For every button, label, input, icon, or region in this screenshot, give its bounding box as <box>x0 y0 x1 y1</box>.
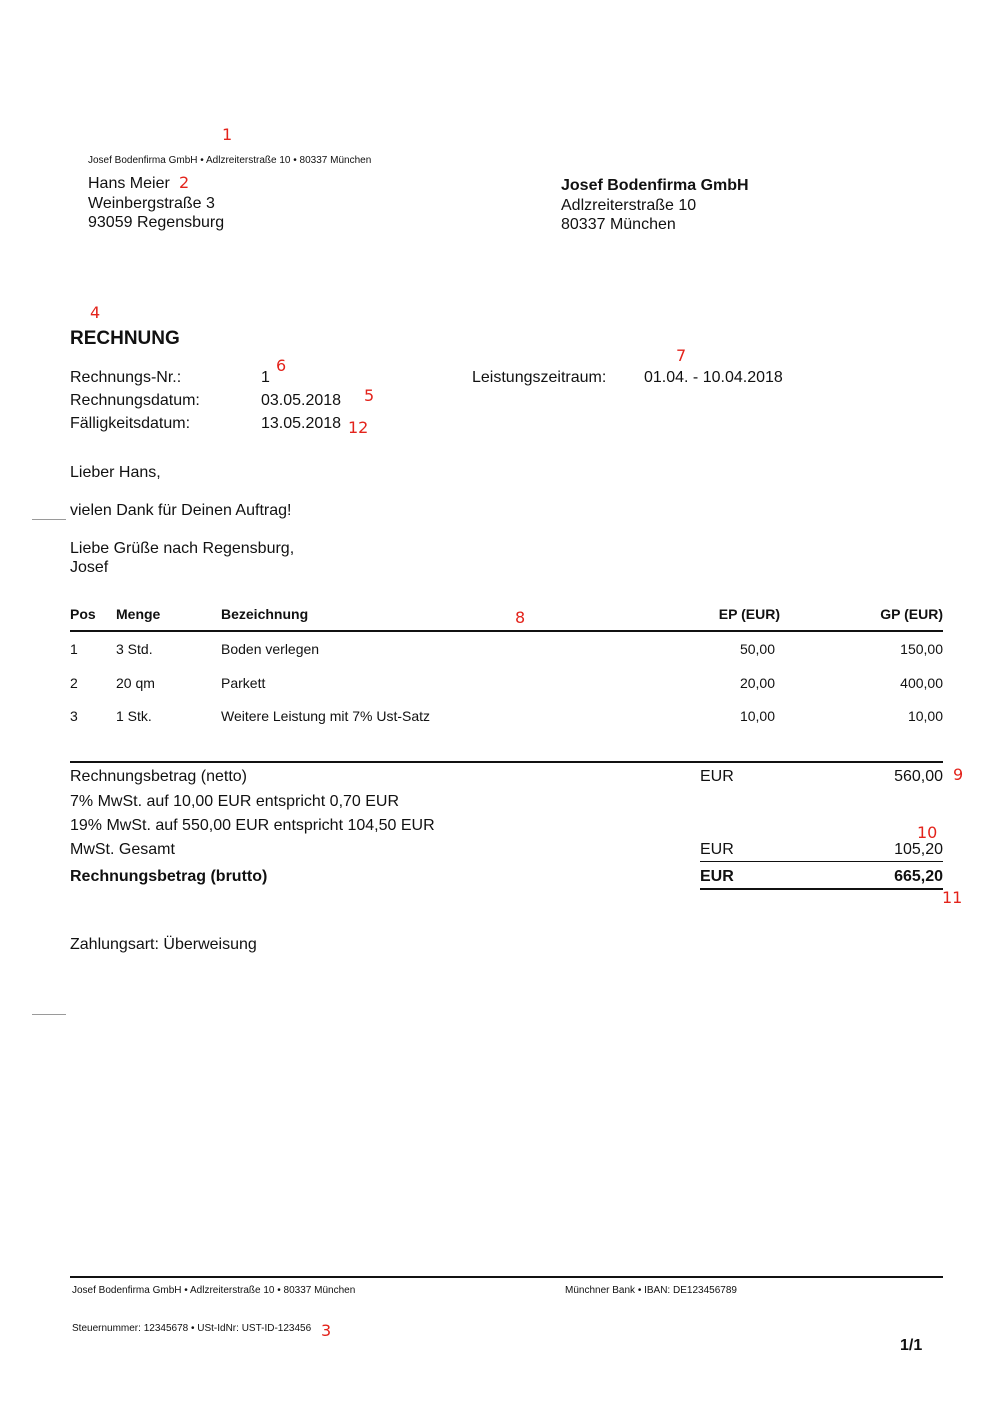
header-unit-price: EP (EUR) <box>718 606 780 622</box>
annotation-4: 4 <box>90 303 101 322</box>
header-total-price: GP (EUR) <box>880 606 943 622</box>
row-pos: 2 <box>70 675 78 691</box>
letter-closing: Liebe Grüße nach Regensburg, <box>70 540 295 557</box>
invoice-title: RECHNUNG <box>70 328 180 349</box>
fold-mark-top <box>32 519 66 520</box>
due-date-value: 13.05.2018 <box>261 415 342 432</box>
annotation-8: 8 <box>515 608 526 627</box>
net-currency: EUR <box>700 768 734 785</box>
row-pos: 3 <box>70 708 78 724</box>
row-unit-price: 20,00 <box>739 675 775 691</box>
due-date-label: Fälligkeitsdatum: <box>70 415 191 432</box>
recipient-city: 93059 Regensburg <box>88 214 225 231</box>
annotation-9: 9 <box>953 765 964 784</box>
company-address <box>561 176 749 235</box>
annotation-10: 10 <box>917 823 938 842</box>
letter-greeting: Lieber Hans, <box>70 464 161 481</box>
row-desc: Weitere Leistung mit 7% Ust-Satz <box>221 708 431 724</box>
annotation-1: 1 <box>222 125 233 144</box>
service-period-label: Leistungszeitraum: <box>472 369 607 386</box>
vat-total-value: 105,20 <box>894 841 943 858</box>
gross-currency: EUR <box>700 868 734 885</box>
row-qty: 3 Std. <box>116 641 153 657</box>
invoice-number-label: Rechnungs-Nr.: <box>70 369 182 386</box>
vat-total-currency: EUR <box>700 841 734 858</box>
sender-line: Josef Bodenfirma GmbH • Adlzreiterstraße 10 • 80337 München <box>88 155 372 166</box>
table-row <box>70 708 943 728</box>
table-row <box>70 641 943 661</box>
letter-body: vielen Dank für Deinen Auftrag! <box>70 502 292 519</box>
footer-tax-info: Steuernummer: 12345678 • USt-IdNr: UST-ID-123456 <box>72 1323 312 1334</box>
vat-total-rule <box>700 861 943 862</box>
row-pos: 1 <box>70 641 78 657</box>
annotation-5: 5 <box>364 386 375 405</box>
vat-total-label: MwSt. Gesamt <box>70 841 175 858</box>
fold-mark-bottom <box>32 1014 66 1015</box>
company-street: Adlzreiterstraße 10 <box>561 196 697 214</box>
payment-method: Zahlungsart: Überweisung <box>70 936 257 953</box>
invoice-date-value: 03.05.2018 <box>261 392 342 409</box>
header-pos: Pos <box>70 606 96 622</box>
header-desc: Bezeichnung <box>221 606 309 622</box>
company-name: Josef Bodenfirma GmbH <box>561 177 749 194</box>
vat7-text: 7% MwSt. auf 10,00 EUR entspricht 0,70 EUR <box>70 793 400 810</box>
footer-bank-info: Münchner Bank • IBAN: DE123456789 <box>565 1285 737 1296</box>
row-unit-price: 50,00 <box>739 641 775 657</box>
net-value: 560,00 <box>894 768 943 785</box>
footer-rule <box>70 1276 943 1278</box>
row-qty: 1 Stk. <box>116 708 152 724</box>
annotation-2: 2 <box>179 173 190 192</box>
gross-label: Rechnungsbetrag (brutto) <box>70 868 268 885</box>
page-number: 1/1 <box>900 1337 923 1354</box>
table-header-rule <box>70 630 943 632</box>
vat19-text: 19% MwSt. auf 550,00 EUR entspricht 104,50 EUR <box>70 817 435 834</box>
invoice-date-label: Rechnungsdatum: <box>70 392 200 409</box>
row-unit-price: 10,00 <box>739 708 775 724</box>
footer-address: Josef Bodenfirma GmbH • Adlzreiterstraße 10 • 80337 München <box>72 1285 356 1296</box>
table-header <box>70 606 943 626</box>
annotation-7: 7 <box>676 346 687 365</box>
totals-rule <box>70 761 943 763</box>
row-total-price: 400,00 <box>900 675 943 691</box>
annotation-11: 11 <box>942 888 963 907</box>
invoice-number-value: 1 <box>261 369 270 386</box>
net-label: Rechnungsbetrag (netto) <box>70 768 247 785</box>
row-total-price: 150,00 <box>900 641 943 657</box>
company-city: 80337 München <box>561 216 676 233</box>
header-qty: Menge <box>116 606 161 622</box>
recipient-street: Weinbergstraße 3 <box>88 194 215 212</box>
row-desc: Boden verlegen <box>221 641 320 657</box>
gross-rule <box>700 888 943 890</box>
annotation-12: 12 <box>348 418 369 437</box>
row-desc: Parkett <box>221 675 266 691</box>
letter-signature: Josef <box>70 559 109 576</box>
recipient-address <box>88 174 224 233</box>
row-total-price: 10,00 <box>907 708 943 724</box>
gross-value: 665,20 <box>894 868 943 885</box>
table-row <box>70 675 943 695</box>
annotation-6: 6 <box>276 356 287 375</box>
annotation-3: 3 <box>321 1321 332 1340</box>
service-period-value: 01.04. - 10.04.2018 <box>644 369 783 386</box>
recipient-name: Hans Meier <box>88 175 170 192</box>
row-qty: 20 qm <box>116 675 155 691</box>
